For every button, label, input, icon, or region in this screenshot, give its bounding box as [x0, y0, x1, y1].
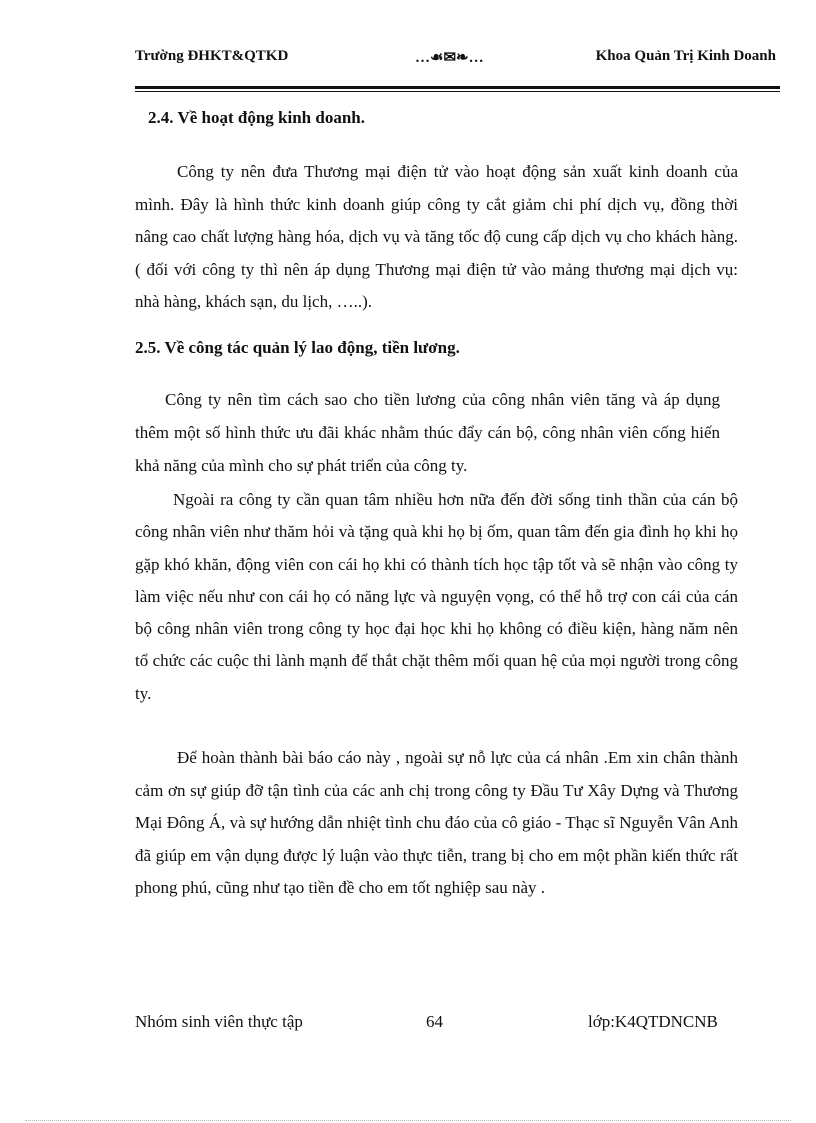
paragraph: Công ty nên đưa Thương mại điện tử vào hoạt động sản xuất kinh doanh của mình. Đây là hình thức kinh doanh giúp công ty cắt giảm chi phí dịch vụ, đồng thời nâng cao chất lượng hàng hóa, dịch vụ và tăng tốc độ cung cấp dịch vụ cho khách hàng.( đối với công ty thì nên áp dụng Thương mại điện tử vào mảng thương mại dịch vụ: nhà hàng, khách sạn, du lịch, …..).	[135, 162, 738, 311]
paragraph: Công ty nên tìm cách sao cho tiền lương của công nhân viên tăng và áp dụng thêm một số hình thức ưu đãi khác nhằm thúc đẩy cán bộ, công nhân viên cống hiến khả năng của mình cho sự phát triển của công ty.	[135, 390, 720, 475]
faculty-name: Khoa Quản Trị Kinh Doanh	[595, 48, 776, 64]
section-2-5-body-1	[135, 383, 720, 482]
header-ornament: …☙✉❧…	[415, 50, 484, 66]
section-heading-2-5: 2.5. Về công tác quản lý lao động, tiền lương.	[135, 338, 460, 357]
footer-group: Nhóm sinh viên thực tập	[135, 1012, 303, 1031]
header-rule-thick	[135, 86, 780, 89]
closing-paragraph: Để hoàn thành bài báo cáo này , ngoài sự nỗ lực của cá nhân .Em xin chân thành cảm ơn sự giúp đỡ tận tình của các anh chị trong công ty Đầu Tư Xây Dựng và Thương Mại Đông Á, và sự hướng dẫn nhiệt tình chu đáo của cô giáo - Thạc sĩ Nguyễn Vân Anh đã giúp em vận dụng được lý luận vào thực tiễn, trang bị cho em một phần kiến thức rất phong phú, cũng như tạo tiền đề cho em tốt nghiệp sau này .	[135, 748, 738, 897]
footer-class: lớp:K4QTDNCNB	[588, 1012, 718, 1031]
section-2-4-body	[135, 156, 738, 319]
closing-paragraph-block	[135, 742, 738, 905]
page-header	[135, 48, 776, 70]
school-name: Trường ĐHKT&QTKD	[135, 48, 289, 64]
section-heading-2-4: 2.4. Về hoạt động kinh doanh.	[148, 108, 365, 127]
section-2-5-body-2	[135, 484, 738, 710]
page-number: 64	[426, 1012, 443, 1031]
page-bottom-divider	[25, 1120, 791, 1121]
header-rule-thin	[135, 91, 780, 92]
paragraph: Ngoài ra công ty cần quan tâm nhiều hơn nữa đến đời sống tinh thần của cán bộ công nhân viên như thăm hỏi và tặng quà khi họ bị ốm, quan tâm đến gia đình họ khi họ gặp khó khăn, động viên con cái họ khi có thành tích học tập tốt và sẽ nhận vào công ty làm việc nếu như con cái họ có năng lực và nguyện vọng, có thể hỗ trợ con cái của cán bộ công nhân viên trong công ty học đại học khi họ không có điều kiện, hàng năm nên tổ chức các cuộc thi lành mạnh để thắt chặt thêm mối quan hệ của mọi người trong công ty.	[135, 490, 738, 703]
